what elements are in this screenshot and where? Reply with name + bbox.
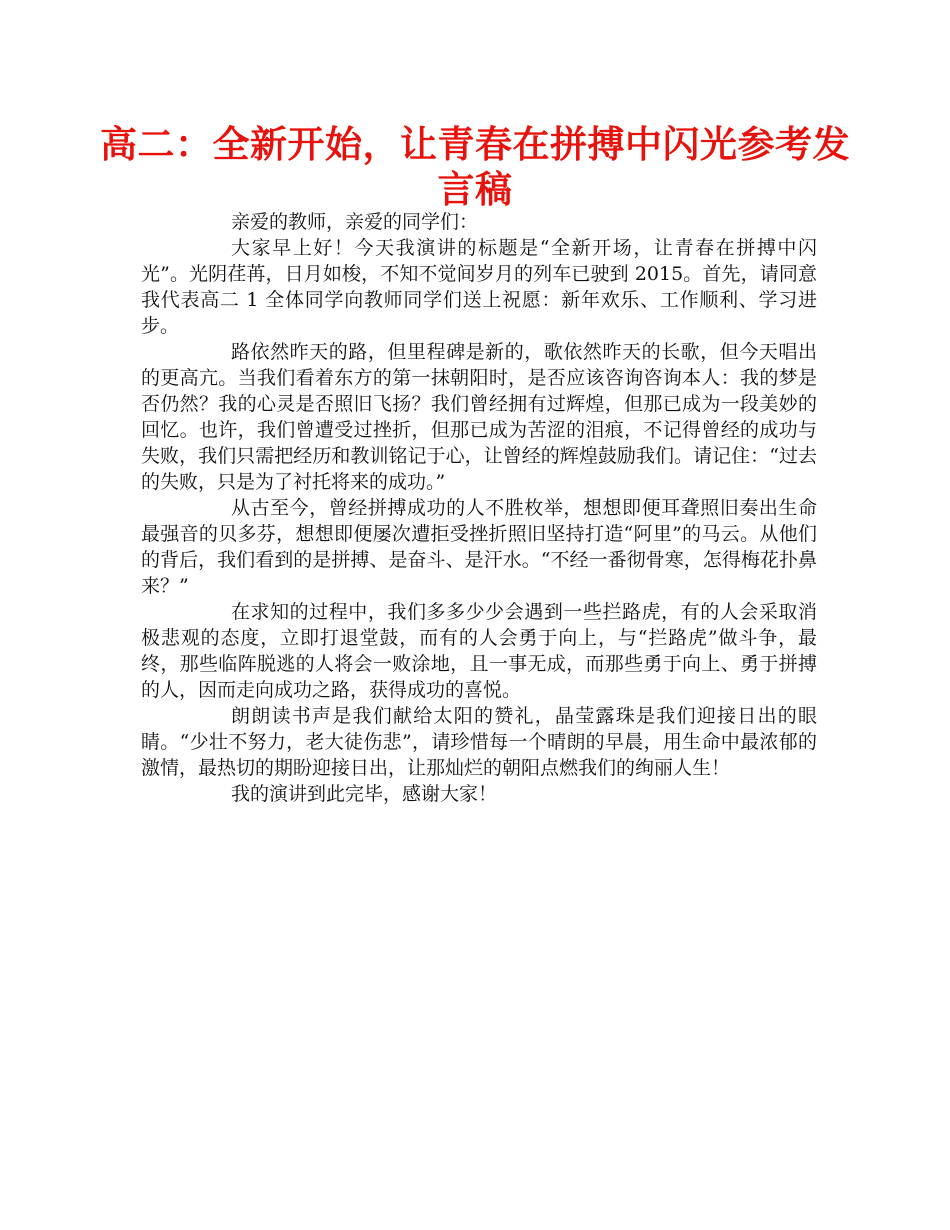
- paragraph-obstacles: 在求知的过程中，我们多多少少会遇到一些拦路虎，有的人会采取消极悲观的态度，立即打退堂鼓，而有的人会勇于向上，与“拦路虎”做斗争，最终，那些临阵脱逃的人将会一败涂地，且一事无成，而那些勇于向上、勇于拼搏的人，因而走向成功之路，获得成功的喜悦。: [141, 601, 817, 701]
- paragraph-opening: 大家早上好！今天我演讲的标题是“全新开场，让青春在拼搏中闪光”。光阴荏苒，日月如梭，不知不觉间岁月的列车已驶到 2015。首先，请同意我代表高二 1 全体同学向教师同学们送上祝愿：新年欢乐、工作顺利、学习进步。: [141, 237, 817, 337]
- paragraph-reflection: 路依然昨天的路，但里程碑是新的，歌依然昨天的长歌，但今天唱出的更高亢。当我们看着东方的第一抹朝阳时，是否应该咨询咨询本人：我的梦是否仍然？我的心灵是否照旧飞扬？我们曾经拥有过辉煌，但那已成为一段美妙的回忆。也许，我们曾遭受过挫折，但那已成为苦涩的泪痕，不记得曾经的成功与失败，我们只需把经历和教训铭记于心，让曾经的辉煌鼓励我们。请记住：“过去的失败，只是为了衬托将来的成功。”: [141, 341, 817, 493]
- paragraph-closing: 我的演讲到此完毕，感谢大家！: [231, 783, 498, 805]
- paragraph-morning: 朗朗读书声是我们献给太阳的赞礼，晶莹露珠是我们迎接日出的眼睛。“少壮不努力，老大徒伤悲”，请珍惜每一个晴朗的早晨，用生命中最浓郁的激情，最热切的期盼迎接日出，让那灿烂的朝阳点燃我们的绚丽人生！: [141, 705, 817, 779]
- document-title: 高二：全新开始，让青春在拼搏中闪光参考发言稿: [100, 123, 850, 211]
- paragraph-greeting: 亲爱的教师，亲爱的同学们：: [231, 211, 479, 233]
- document-body: [141, 209, 817, 807]
- paragraph-examples: 从古至今，曾经拼搏成功的人不胜枚举，想想即便耳聋照旧奏出生命最强音的贝多芬，想想即便屡次遭拒受挫折照旧坚持打造“阿里”的马云。从他们的背后，我们看到的是拼搏、是奋斗、是汗水。“不经一番彻骨寒，怎得梅花扑鼻来？”: [141, 497, 817, 597]
